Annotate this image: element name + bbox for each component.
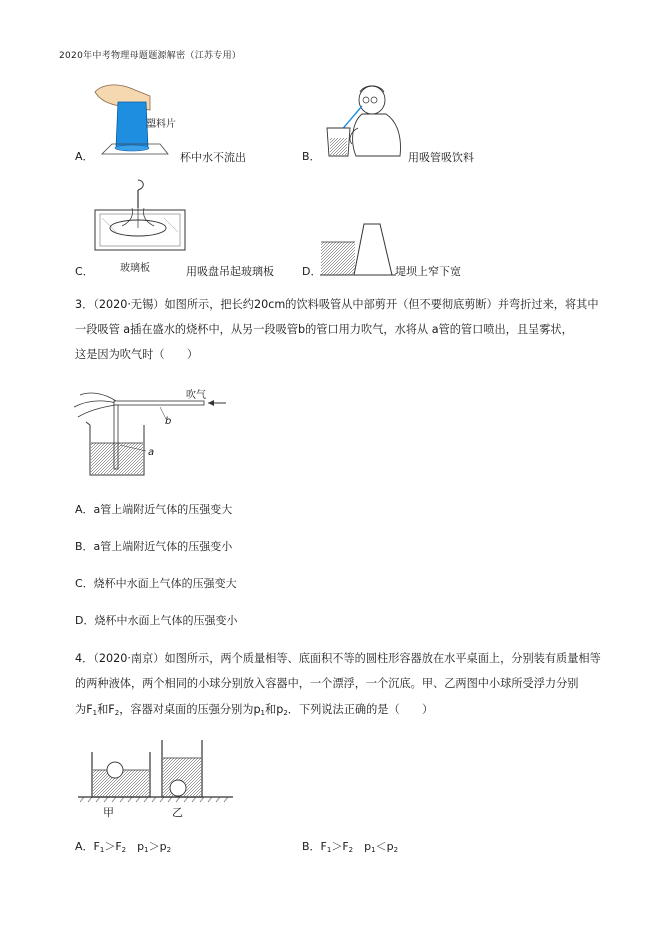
tube-b-label: b <box>165 416 172 427</box>
tube-a-label: a <box>148 447 155 458</box>
page-header: 2020年中考物理母题题源解密（江苏专用） <box>59 51 242 61</box>
q4-line-2: 的两种液体，两个相同的小球分别放入容器中，一个漂浮，一个沉底。甲、乙两图中小球所受浮力分别 <box>75 677 579 690</box>
option-a-caption: 杯中水不流出 <box>180 151 246 164</box>
straw-beaker-figure <box>70 385 230 485</box>
option-c-letter: C． <box>75 265 94 278</box>
q3-line-1: 3．（2020·无锡）如图所示，把长约20cm的饮料吸管从中部剪开（但不要彻底剪断）并弯折过来，将其中 <box>75 298 599 311</box>
q4-option-a: A．F1＞F2 p1＞p2 <box>75 840 172 854</box>
plastic-sheet-label: 塑料片 <box>146 119 176 130</box>
q3-option-c: C．烧杯中水面上气体的压强变大 <box>75 577 237 590</box>
suction-cup-figure <box>92 176 192 268</box>
q3-option-d: D．烧杯中水面上气体的压强变小 <box>75 614 238 627</box>
option-d-letter: D． <box>302 265 322 278</box>
q3-option-b: B．a管上端附近气体的压强变小 <box>75 540 233 553</box>
q4-line-1: 4．（2020·南京）如图所示，两个质量相等、底面积不等的圆柱形容器放在水平桌面上，分别装有质量相等 <box>75 652 601 665</box>
container-jia-label: 甲 <box>103 806 114 819</box>
q3-option-a: A．a管上端附近气体的压强变大 <box>75 503 233 516</box>
option-c-caption: 用吸盘吊起玻璃板 <box>186 265 274 278</box>
option-b-caption: 用吸管吸饮料 <box>408 151 474 164</box>
dam-figure <box>320 222 400 278</box>
option-b-letter: B． <box>302 150 321 163</box>
glass-plate-label: 玻璃板 <box>120 263 150 274</box>
blow-label: 吹气 <box>186 390 206 401</box>
option-d-caption: 堤坝上窄下宽 <box>395 265 461 278</box>
containers-figure <box>78 740 238 806</box>
q3-line-2: 一段吸管 a插在盛水的烧杯中，从另一段吸管b的管口用力吹气，水将从 a管的管口喷出，且呈雾状， <box>75 323 573 336</box>
option-a-letter: A． <box>75 150 94 163</box>
q4-option-b: B．F1＞F2 p1＜p2 <box>302 840 399 854</box>
q3-line-3: 这是因为吹气时（ ） <box>75 348 199 361</box>
container-yi-label: 乙 <box>172 806 183 819</box>
q4-line-3: 为F1和F2，容器对桌面的压强分别为p1和p2．下列说法正确的是（ ） <box>75 703 434 717</box>
straw-figure <box>322 82 412 162</box>
